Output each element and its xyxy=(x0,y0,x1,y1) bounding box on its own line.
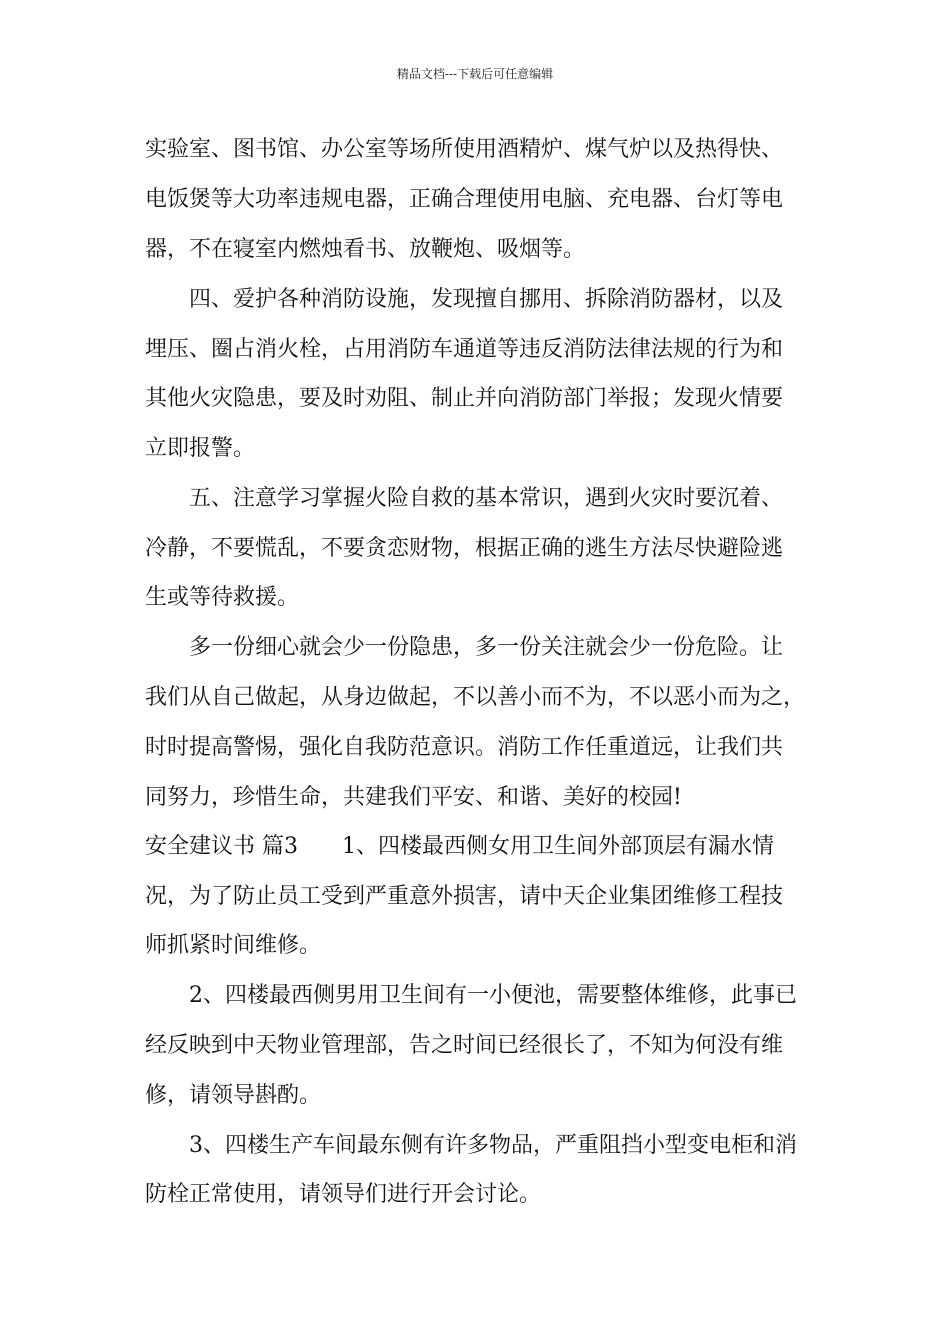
text-line-13: 时时提高警惕，强化自我防范意识。消防工作任重道远，让我们共 xyxy=(145,735,784,760)
text-line-8: 五、注意学习掌握火险自救的基本常识，遇到火灾时要沉着、 xyxy=(145,486,784,511)
text-line-6: 其他火灾隐患，要及时劝阻、制止并向消防部门举报；发现火情要 xyxy=(145,386,784,411)
text-line-16: 况，为了防止员工受到严重意外损害，请中天企业集团维修工程技 xyxy=(145,884,784,909)
text-line-19: 经反映到中天物业管理部，告之时间已经很长了，不知为何没有维 xyxy=(145,1033,784,1058)
text-line-5: 埋压、圈占消火栓，占用消防车通道等违反消防法律法规的行为和 xyxy=(145,337,784,362)
text-line-21: 3、四楼生产车间最东侧有许多物品，严重阻挡小型变电柜和消 xyxy=(145,1133,797,1158)
text-line-14: 同努力，珍惜生命，共建我们平安、和谐、美好的校园! xyxy=(145,785,682,810)
text-line-4: 四、爱护各种消防设施，发现擅自挪用、拆除消防器材，以及 xyxy=(145,287,784,312)
text-line-12: 我们从自己做起，从身边做起，不以善小而不为，不以恶小而为之， xyxy=(145,685,806,710)
text-line-20: 修，请领导斟酌。 xyxy=(145,1083,322,1108)
text-line-18: 2、四楼最西侧男用卫生间有一小便池，需要整体维修，此事已 xyxy=(145,983,797,1008)
text-line-1: 实验室、图书馆、办公室等场所使用酒精炉、煤气炉以及热得快、 xyxy=(145,137,784,162)
text-line-9: 冷静，不要慌乱，不要贪恋财物，根据正确的逃生方法尽快避险逃 xyxy=(145,536,784,561)
text-line-10: 生或等待救援。 xyxy=(145,585,300,610)
text-line-22: 防栓正常使用，请领导们进行开会讨论。 xyxy=(145,1182,542,1207)
text-line-15: 安全建议书 篇3 1、四楼最西侧女用卫生间外部顶层有漏水情 xyxy=(145,834,774,859)
text-line-2: 电饭煲等大功率违规电器，正确合理使用电脑、充电器、台灯等电 xyxy=(145,187,784,212)
text-line-17: 师抓紧时间维修。 xyxy=(145,933,322,958)
text-line-3: 器，不在寝室内燃烛看书、放鞭炮、吸烟等。 xyxy=(145,237,586,262)
page-header: 精品文档---下载后可任意编辑 xyxy=(396,67,554,81)
text-line-7: 立即报警。 xyxy=(145,436,256,461)
text-line-11: 多一份细心就会少一份隐患，多一份关注就会少一份危险。让 xyxy=(145,635,784,660)
